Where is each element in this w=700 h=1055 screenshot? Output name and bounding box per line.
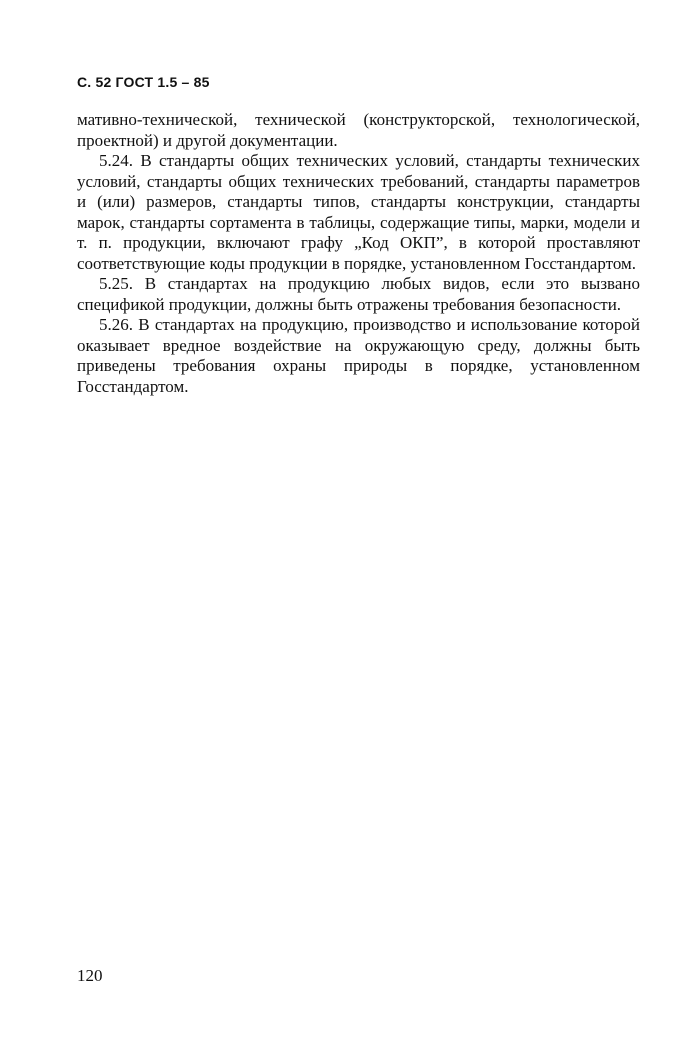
paragraph-continuation: мативно-технической, технической (конструкторской, технологической, проектной) и другой документации.	[77, 110, 640, 150]
paragraph-5-26: 5.26. В стандартах на продукцию, производство и использование которой оказывает вредное воздействие на окружающую среду, должны быть приведены требования охраны природы в порядке, установленном Госстандартом.	[77, 315, 640, 396]
page-number: 120	[77, 966, 103, 985]
paragraph-5-25: 5.25. В стандартах на продукцию любых видов, если это вызвано спецификой продукции, должны быть отражены требования безопасности.	[77, 274, 640, 314]
document-body	[77, 110, 640, 397]
running-head: С. 52 ГОСТ 1.5 – 85	[77, 74, 210, 90]
paragraph-5-24: 5.24. В стандарты общих технических условий, стандарты технических условий, стандарты общих технических требований, стандарты параметров и (или) размеров, стандарты типов, стандарты конструкции, стандарты марок, стандарты сортамента в таблицы, содержащие типы, марки, модели и т. п. продукции, включают графу „Код ОКП”, в которой проставляют соответствующие коды продукции в порядке, установленном Госстандартом.	[77, 151, 640, 273]
